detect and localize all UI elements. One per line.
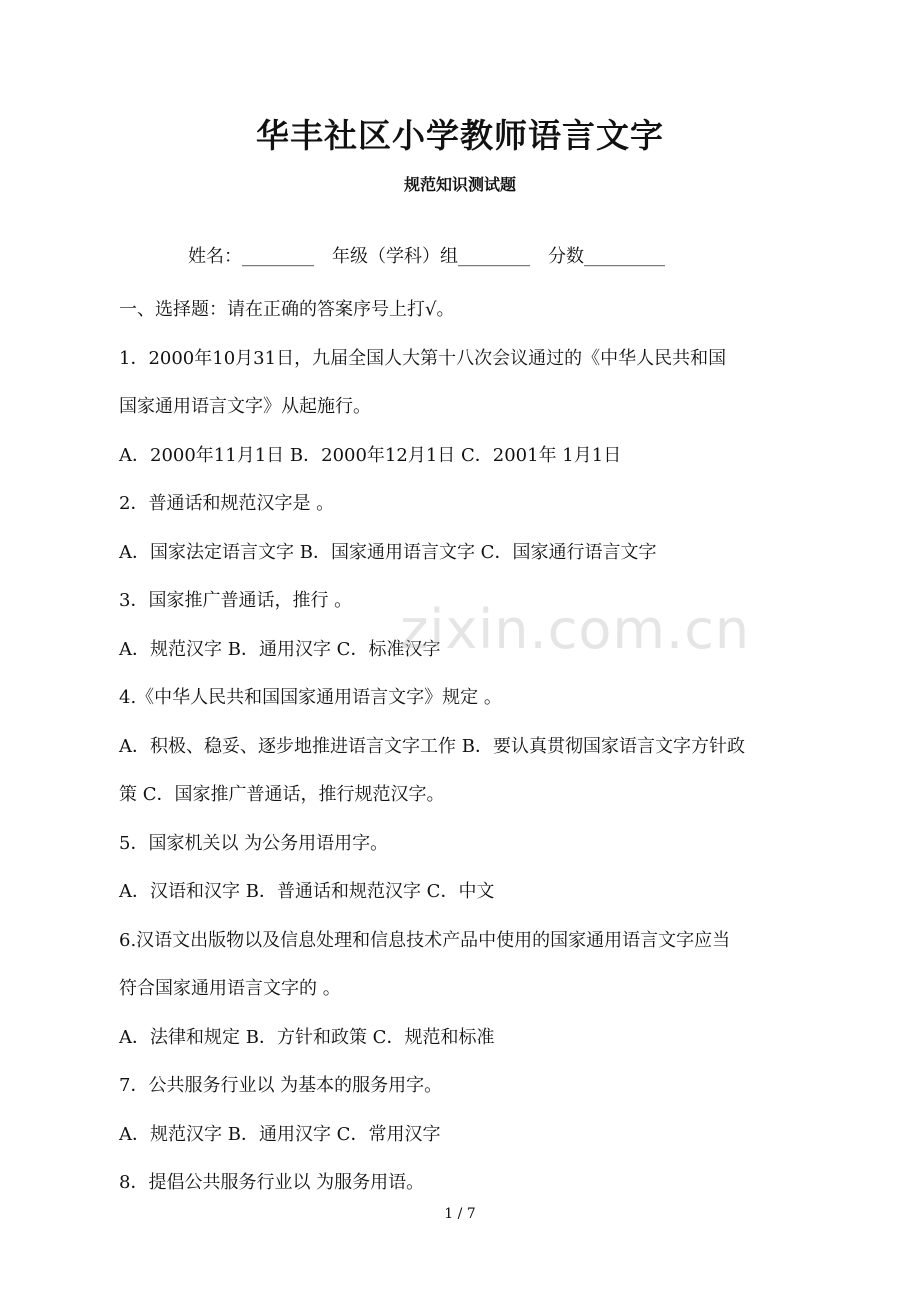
- text-line: 一、选择题：请在正确的答案序号上打√。: [119, 299, 455, 320]
- text-line: 国家通用语言文字》从起施行。: [119, 396, 371, 417]
- student-info-line: [188, 242, 665, 272]
- text-line: 8．提倡公共服务行业以 为服务用语。: [119, 1172, 425, 1193]
- page-number: 1 / 7: [444, 1206, 476, 1222]
- text-line: A．规范汉字 B．通用汉字 C．标准汉字: [119, 638, 441, 660]
- text-line: A．规范汉字 B．通用汉字 C．常用汉字: [119, 1123, 441, 1145]
- text-line: A．法律和规定 B．方针和政策 C．规范和标准: [119, 1026, 495, 1048]
- text-line: 3．国家推广普通话，推行 。: [119, 590, 353, 611]
- question-body: [119, 286, 809, 1208]
- text-line: 符合国家通用语言文字的 。: [119, 978, 341, 999]
- watermark-text: zixin.com.cn: [400, 598, 751, 661]
- text-line: A．汉语和汉字 B．普通话和规范汉字 C．中文: [119, 881, 495, 902]
- document-title: 华丰社区小学教师语言文字: [256, 116, 664, 155]
- text-line: A．国家法定语言文字 B．国家通用语言文字 C．国家通行语言文字: [119, 541, 657, 563]
- text-line: 5．国家机关以 为公务用语用字。: [119, 832, 389, 854]
- text-line: A．2000年11月1日 B．2000年12月1日 C．2001年 1月1日: [119, 444, 622, 466]
- text-line: A．积极、稳妥、逐步地推进语言文字工作 B．要认真贯彻国家语言文字方针政: [119, 735, 745, 757]
- text-line: 6.汉语文出版物以及信息处理和信息技术产品中使用的国家通用语言文字应当: [119, 929, 731, 951]
- text-line: 1．2000年10月31日，九届全国人大第十八次会议通过的《中华人民共和国: [119, 347, 727, 369]
- text-line: 策 C．国家推广普通话，推行规范汉字。: [119, 784, 445, 805]
- text-line: 7．公共服务行业以 为基本的服务用字。: [119, 1075, 443, 1096]
- name-field-label: 姓名：________: [188, 246, 314, 267]
- grade-field-label: 年级（学科）组________: [332, 246, 530, 267]
- text-line: 2．普通话和规范汉字是 。: [119, 493, 335, 514]
- text-line: 4.《中华人民共和国国家通用语言文字》规定 。: [119, 687, 502, 708]
- score-field-label: 分数_________: [548, 246, 665, 267]
- document-subtitle: 规范知识测试题: [403, 175, 516, 194]
